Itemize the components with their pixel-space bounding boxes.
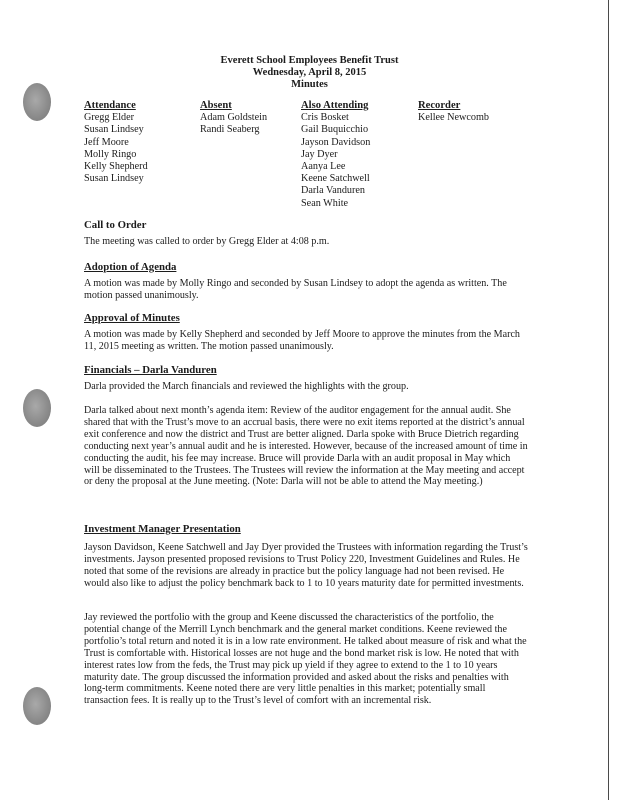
financials-heading: Financials – Darla Vanduren [84, 364, 217, 376]
also-attending-column [301, 100, 370, 210]
approval-text: A motion was made by Kelly Shepherd and seconded by Jeff Moore to approve the minutes from the March 11, 2015 meeting as written. The motion passed unanimously. [84, 329, 520, 352]
doc-type: Minutes [291, 79, 328, 90]
financials-text-2: Darla talked about next month’s agenda item: Review of the auditor engagement for the annual audit. She shared that with the Trust’s move to an accrual basis, there were no exit items reported at the district’s annual exit conference and now the district and Trust are better aligned. Darla spoke with Bruce Dietrich regarding conducting next year’s annual audit and he is interested. However, because of the increased amount of time in conducting the audit, his fee may increase. Bruce will provide Darla with an audit proposal in May which will be disseminated to the Trustees. The Trustees will review the information at the May meeting and accept or deny the proposal at the June meeting. (Note: Darla will not be able to attend the May meeting.) [84, 405, 528, 488]
also-attending-heading: Also Attending [301, 100, 369, 111]
attendee-name: Susan Lindsey [84, 173, 144, 185]
investment-text-2: Jay reviewed the portfolio with the group and Keene discussed the characteristics of the portfolio, the potential change of the Merrill Lynch benchmark and the general market conditions. Keene reviewed the portfolio’s total return and noted it is in a low rate environment. He talked about measure of risk and what the Trust is comfortable with. Historical losses are not huge and the bond market risk is low. He noted that with interest rates low from the feds, the Trust may pick up yield if they agree to extend to the 1 to 10 years maturity date. The group discussed the information provided and asked about the risks and penalties with long-term commitments. Keene noted there are very little penalties in this market; potentially small transaction fees. It is really up to the Trust’s level of comfort with an incremental risk. [84, 612, 527, 707]
absent-column [200, 100, 267, 137]
recorder-heading: Recorder [418, 100, 461, 111]
approval-heading: Approval of Minutes [84, 312, 180, 324]
guest-name: Gail Buquicchio [301, 124, 369, 136]
attendee-name: Susan Lindsey [84, 124, 144, 136]
guest-name: Aanya Lee [301, 161, 346, 173]
attendee-name: Molly Ringo [84, 148, 137, 160]
guest-name: Cris Bosket [301, 112, 349, 124]
meeting-date: Wednesday, April 8, 2015 [252, 67, 367, 78]
attendee-name: Jeff Moore [84, 136, 129, 148]
org-title: Everett School Employees Benefit Trust [220, 55, 399, 66]
binder-hole-bottom [23, 687, 51, 725]
recorder-name: Kellee Newcomb [418, 112, 489, 124]
call-to-order-text: The meeting was called to order by Gregg Elder at 4:08 p.m. [84, 236, 330, 247]
guest-name: Darla Vanduren [301, 185, 366, 197]
attendance-heading: Attendance [84, 100, 136, 111]
attendee-name: Kelly Shepherd [84, 161, 148, 173]
absent-name: Randi Seaberg [200, 124, 260, 136]
guest-name: Jay Dyer [301, 148, 338, 160]
investment-heading: Investment Manager Presentation [84, 523, 241, 535]
attendance-column [84, 100, 148, 185]
recorder-column [418, 100, 489, 124]
attendee-name: Gregg Elder [84, 112, 135, 124]
binder-hole-middle [23, 389, 51, 427]
page-edge-line [608, 0, 609, 800]
guest-name: Keene Satchwell [301, 173, 370, 185]
adoption-text: A motion was made by Molly Ringo and seconded by Susan Lindsey to adopt the agenda as written. The motion passed unanimously. [84, 278, 507, 301]
guest-name: Sean White [301, 197, 349, 209]
guest-name: Jayson Davidson [301, 136, 371, 148]
document-header [0, 55, 619, 91]
adoption-heading: Adoption of Agenda [84, 261, 177, 273]
absent-name: Adam Goldstein [200, 112, 268, 124]
financials-text-1: Darla provided the March financials and reviewed the highlights with the group. [84, 381, 409, 392]
call-to-order-heading: Call to Order [84, 219, 147, 231]
investment-text-1: Jayson Davidson, Keene Satchwell and Jay Dyer provided the Trustees with information regarding the Trust’s investments. Jayson presented proposed revisions to Trust Policy 220, Investment Guidelines and Rules. He noted that some of the revisions are already in practice but the policy language had not been revised. He would also like to adjust the policy benchmark back to 1 to 10 years maturity date for permitted investments. [84, 542, 528, 589]
absent-heading: Absent [200, 100, 232, 111]
